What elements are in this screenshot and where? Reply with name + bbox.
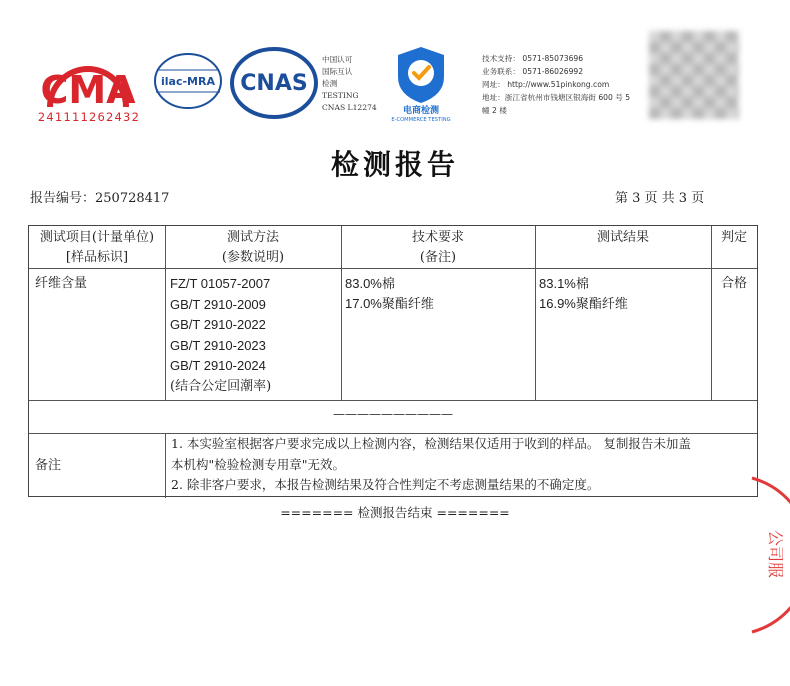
header-verdict: 判定 [720, 230, 747, 245]
ilac-mra-logo [152, 52, 224, 110]
header-requirement: 技术要求 (备注) [411, 230, 464, 265]
header-method: 测试方法 (参数说明) [221, 230, 285, 265]
separator: —————————— [333, 407, 453, 421]
report-title: 检测报告 [330, 148, 459, 181]
remarks-text: 1. 本实验室根据客户要求完成以上检测内容，检测结果仅适用于收到的样品。 复制报告未加盖 本机构"检验检测专用章"无效。 2. 除非客户要求，本报告检测结果及符合性判定不考虑测量结果的不确定度。 [171, 436, 691, 492]
header-result: 测试结果 [596, 230, 649, 245]
contact-info: 技术支持： 0571-85073696 业务联系： 0571-86026992 网址： http://www.51pinkong.com 地址：浙江省杭州市钱塘区银海街 600 号 5 幢 2 楼 [482, 54, 631, 115]
item-name: 纤维含量 [35, 276, 88, 291]
method-list: FZ/T 01057-2007 GB/T 2910-2009 GB/T 2910-2022 GB/T 2910-2023 GB/T 2910-2024 (结合公定回潮率) [170, 276, 272, 394]
svg-text:CNAS: CNAS [240, 71, 308, 96]
svg-text:ilac-MRA: ilac-MRA [161, 75, 215, 88]
remarks-label: 备注 [35, 458, 62, 473]
ecommerce-testing-logo [382, 43, 460, 123]
cnas-logo [230, 46, 318, 120]
results-table [28, 225, 758, 497]
report-end: ======= 检测报告结束 ======= [280, 505, 510, 520]
svg-text:CMA: CMA [40, 68, 136, 112]
svg-text:公司服: 公司服 [766, 530, 785, 579]
report-number: 报告编号：250728417 [30, 191, 170, 206]
svg-text:电商检测: 电商检测 [402, 106, 440, 116]
verdict: 合格 [720, 276, 747, 291]
cma-code: 241111262432 [37, 110, 141, 124]
requirement-list: 83.0%棉 17.0%聚酯纤维 [345, 276, 434, 311]
official-stamp [700, 470, 790, 640]
header-item: 测试项目(计量单位) [样品标识] [39, 230, 155, 265]
blurred-qr-code [649, 31, 739, 119]
cnas-info: 中国认可 国际互认 检测 TESTING CNAS L12274 [322, 55, 377, 112]
svg-text:E-COMMERCE TESTING: E-COMMERCE TESTING [391, 117, 451, 123]
result-list: 83.1%棉 16.9%聚酯纤维 [539, 276, 628, 311]
page-info: 第 3 页 共 3 页 [615, 191, 705, 206]
